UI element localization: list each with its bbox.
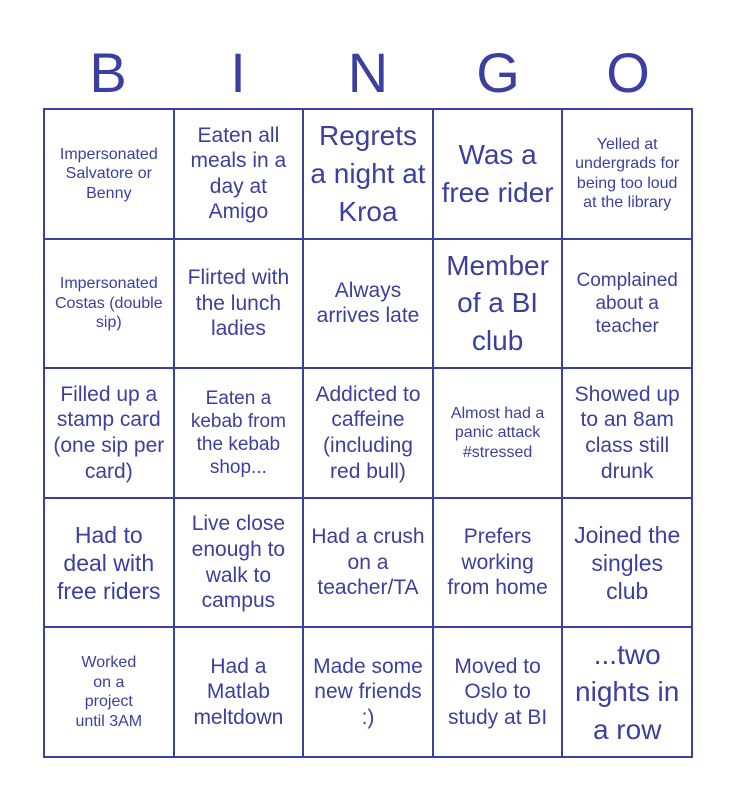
bingo-cell[interactable]: Live close enough to walk to campus [174,498,304,628]
bingo-cell[interactable]: Complained about a teacher [562,239,692,369]
bingo-cell[interactable]: Regrets a night at Kroa [303,109,433,239]
bingo-cell[interactable]: Eaten all meals in a day at Amigo [174,109,304,239]
bingo-cell[interactable]: Filled up a stamp card (one sip per card) [44,368,174,498]
header-letter-n: N [347,41,389,104]
bingo-cell[interactable]: Always arrives late [303,239,433,369]
bingo-cell[interactable]: Had a crush on a teacher/TA [303,498,433,628]
header-letter-b: B [89,41,127,104]
bingo-cell[interactable]: ...two nights in a row [562,627,692,757]
bingo-cell[interactable]: Impersonated Costas (double sip) [44,239,174,369]
bingo-cell[interactable]: Member of a BI club [433,239,563,369]
bingo-cell[interactable]: Made some new friends :) [303,627,433,757]
bingo-cell[interactable]: Moved to Oslo to study at BI [433,627,563,757]
bingo-cell[interactable]: Had to deal with free riders [44,498,174,628]
bingo-cell[interactable]: Was a free rider [433,109,563,239]
header-letter-g: G [476,41,520,104]
bingo-cell[interactable]: Almost had a panic attack #stressed [433,368,563,498]
bingo-cell[interactable]: Joined the singles club [562,498,692,628]
header-letter-o: O [606,41,650,104]
bingo-cell[interactable]: Eaten a kebab from the kebab shop... [174,368,304,498]
bingo-cell[interactable]: Impersonated Salvatore or Benny [44,109,174,239]
bingo-cell[interactable]: Worked on a project until 3AM [44,627,174,757]
bingo-cell[interactable]: Yelled at undergrads for being too loud at the library [562,109,692,239]
bingo-header [43,38,693,108]
bingo-cell[interactable]: Flirted with the lunch ladies [174,239,304,369]
bingo-cell[interactable]: Showed up to an 8am class still drunk [562,368,692,498]
bingo-cell[interactable]: Addicted to caffeine (including red bull) [303,368,433,498]
header-letter-i: I [230,41,246,104]
bingo-board [43,108,693,758]
bingo-cell[interactable]: Had a Matlab meltdown [174,627,304,757]
bingo-cell[interactable]: Prefers working from home [433,498,563,628]
